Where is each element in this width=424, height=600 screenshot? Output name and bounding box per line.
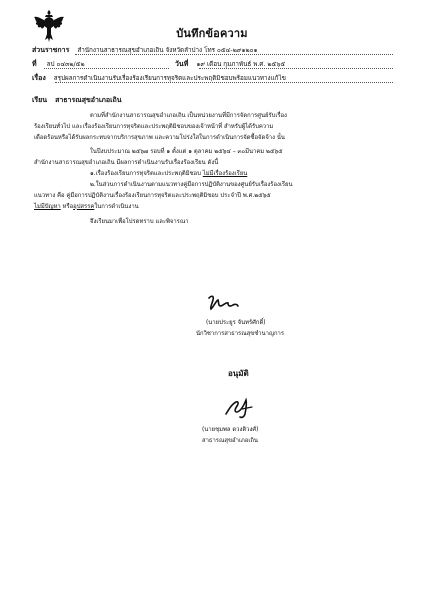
body-line: ตามที่สำนักงานสาธารณสุขอำเภอเถิน เป็นหน่วยงานที่มีการจัดการศูนย์รับเรื่อง: [90, 113, 287, 119]
signer-1-name: (นายประยูร จันทร์ศักดิ์): [206, 320, 266, 326]
or-text: หรือ: [60, 204, 74, 210]
date-underline: [199, 68, 393, 69]
item-1-text: ๑.เรื่องร้องเรียนการทุจริตและประพฤติมิชอบ: [90, 171, 201, 177]
date-label: วันที่: [175, 60, 189, 68]
subject-value: สรุปผลการดำเนินงานรับเรื่องร้องเรียนการทุจริตและประพฤติมิชอบพร้อมแนวทางแก้ไข: [53, 75, 286, 82]
to-row: [32, 96, 122, 105]
ref-value: ลป ๐๔๓๒/๕๒: [46, 61, 85, 68]
agency-underline: [75, 54, 393, 55]
subject-label: เรื่อง: [32, 74, 46, 82]
signature-2-image: [222, 396, 256, 420]
body-line: สำนักงานสาธารณสุขอำเภอเถิน มีผลการดำเนินงานรับเรื่องร้องเรียน ดังนี้: [34, 160, 219, 166]
body-line: เดือดร้อนหรือได้รับผลกระทบจากบริการสุขภาพ และความโปร่งใสในการดำเนินการจัดซื้อจัดจ้าง นั้น: [34, 135, 285, 141]
no-problem-text: ไม่มีปัญหา: [34, 204, 61, 210]
agency-label: ส่วนราชการ: [32, 46, 70, 54]
ref-underline: [44, 68, 169, 69]
body-line: ในปีงบประมาณ ๒๕๖๗ รอบที่ ๑ ตั้งแต่ ๑ ตุลาคม ๒๕๖๔ – ๓๐มีนาคม ๒๕๖๕: [90, 149, 283, 155]
approval-label: อนุมัติ: [228, 369, 249, 378]
agency-value: สำนักงานสาธารณสุขอำเภอเถิน จังหวัดลำปาง โทร ๐๕๔-๒๙๑๒๐๑: [77, 47, 258, 54]
operation-text: ในการดำเนินงาน: [94, 204, 139, 210]
subject-underline: [55, 82, 393, 83]
memo-title: บันทึกข้อความ: [176, 27, 248, 40]
signature-1-image: [206, 292, 240, 312]
body-line: ๒.ในส่วนการดำเนินงานตามแนวทางคู่มือการปฏิบัติงานของศูนย์รับเรื่องร้องเรียน: [90, 182, 293, 188]
closing-line: จึงเรียนมาเพื่อโปรดทราบ และพิจารณา: [90, 219, 189, 225]
signer-2-position: สาธารณสุขอำเภอเถิน: [202, 438, 258, 444]
body-line: ร้องเรียนทั่วไป และเรื่องร้องเรียนการทุจริตและประพฤติมิชอบของเจ้าหน้าที่ สำหรับผู้ได้รับความ: [34, 124, 274, 130]
to-label: เรียน: [32, 96, 48, 104]
ref-label: ที่: [32, 60, 37, 68]
body-line: แนวทาง คือ คู่มือการปฏิบัติงานเรื่องร้องเรียนการทุจริตและประพฤติมิชอบ ประจำปี พ.ศ.๒๕๖๕: [34, 193, 271, 199]
item-2-result: [34, 202, 139, 213]
item-1-result: ไม่มีเรื่องร้องเรียน: [202, 171, 248, 177]
signer-1-position: นักวิชาการสาธารณสุขชำนาญการ: [196, 331, 284, 337]
obstacle-text: อุปสรรค: [73, 204, 95, 210]
date-value: ๑๙ เดือน กุมภาพันธ์ พ.ศ. ๒๕๖๕: [196, 61, 286, 68]
item-1: [90, 169, 247, 180]
to-value: สาธารณสุขอำเภอเถิน: [55, 96, 122, 104]
signer-2-name: (นายชุมพล ดวงติวงศ์): [202, 427, 259, 433]
